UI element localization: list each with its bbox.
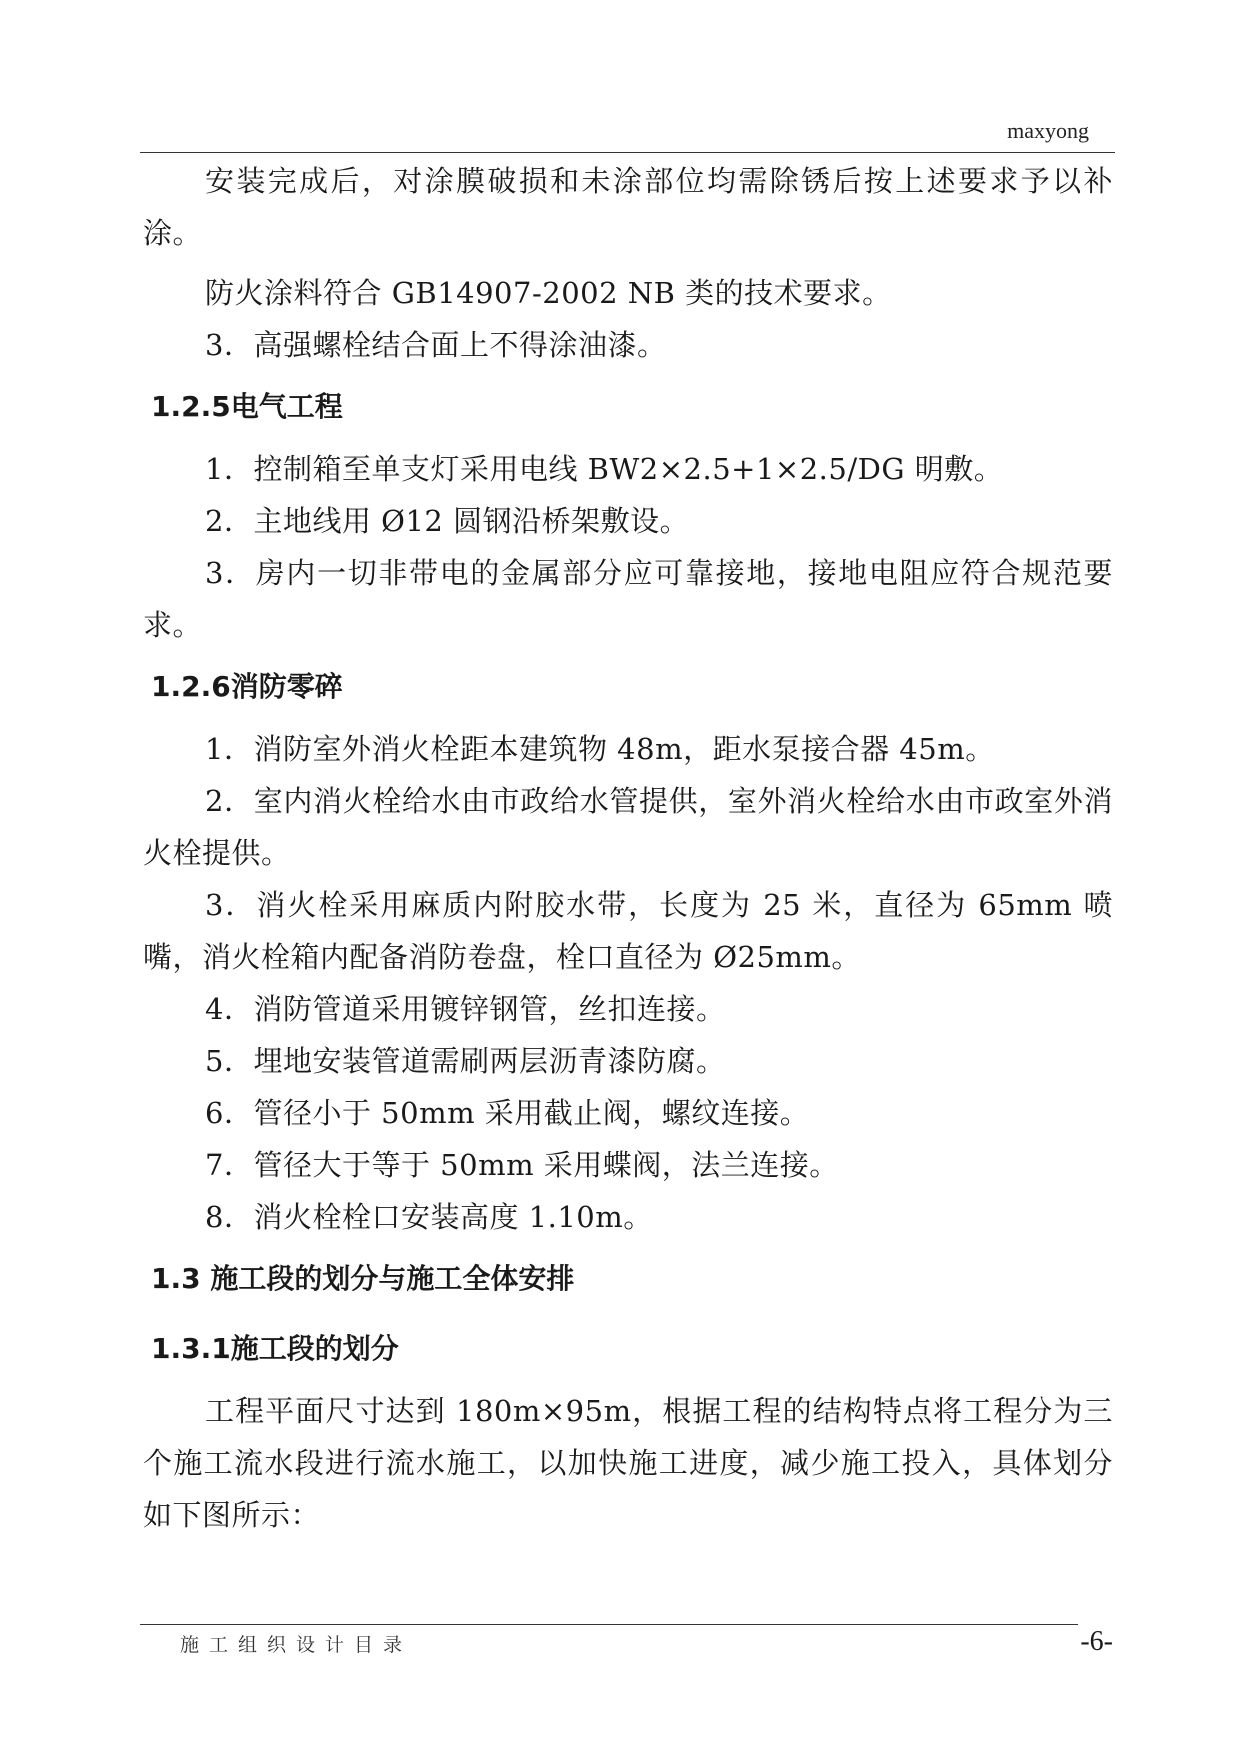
section-heading-stage-division: 1.3.1施工段的划分 [151,1332,399,1365]
paragraph-fire-8: 8．消火栓栓口安装高度 1.10m。 [205,1200,653,1234]
page-header-text: maxyong [1007,118,1089,143]
section-heading-construction-stages: 1.3 施工段的划分与施工全体安排 [151,1262,575,1295]
paragraph-fire-3: 3．消火栓采用麻质内附胶水带，长度为 25 米，直径为 65mm 喷嘴，消火栓箱内配备消防卷盘，栓口直径为 Ø25mm。 [143,888,1113,974]
page-number: -6- [1080,1626,1113,1657]
paragraph-fire-7: 7．管径大于等于 50mm 采用蝶阀，法兰连接。 [205,1148,839,1182]
paragraph-touchup-coating: 安装完成后，对涂膜破损和未涂部位均需除锈后按上述要求予以补涂。 [143,164,1113,250]
section-heading-fire-protection: 1.2.6消防零碎 [151,670,343,703]
paragraph-electrical-1: 1．控制箱至单支灯采用电线 BW2×2.5+1×2.5/DG 明敷。 [205,452,1004,486]
paragraph-fire-6: 6．管径小于 50mm 采用截止阀，螺纹连接。 [205,1096,810,1130]
paragraph-electrical-2: 2．主地线用 Ø12 圆钢沿桥架敷设。 [205,504,690,538]
paragraph-fireproof-coating: 防火涂料符合 GB14907-2002 NB 类的技术要求。 [205,276,892,310]
paragraph-fire-1: 1．消防室外消火栓距本建筑物 48m，距水泵接合器 45m。 [205,732,995,766]
paragraph-electrical-3: 3．房内一切非带电的金属部分应可靠接地，接地电阻应符合规范要求。 [143,556,1113,642]
paragraph-fire-2: 2．室内消火栓给水由市政给水管提供，室外消火栓给水由市政室外消火栓提供。 [143,784,1113,870]
footer-divider [140,1624,1078,1625]
footer-title: 施工组织设计目录 [180,1634,413,1656]
paragraph-bolt-surface: 3．高强螺栓结合面上不得涂油漆。 [205,328,667,362]
section-heading-electrical: 1.2.5电气工程 [151,390,343,423]
paragraph-fire-4: 4．消防管道采用镀锌钢管，丝扣连接。 [205,992,726,1026]
paragraph-fire-5: 5．埋地安装管道需刷两层沥青漆防腐。 [205,1044,726,1078]
header-divider [140,152,1115,153]
paragraph-stage-division: 工程平面尺寸达到 180m×95m，根据工程的结构特点将工程分为三个施工流水段进行流水施工，以加快施工进度，减少施工投入，具体划分如下图所示： [143,1394,1113,1532]
document-body [143,155,1113,1541]
